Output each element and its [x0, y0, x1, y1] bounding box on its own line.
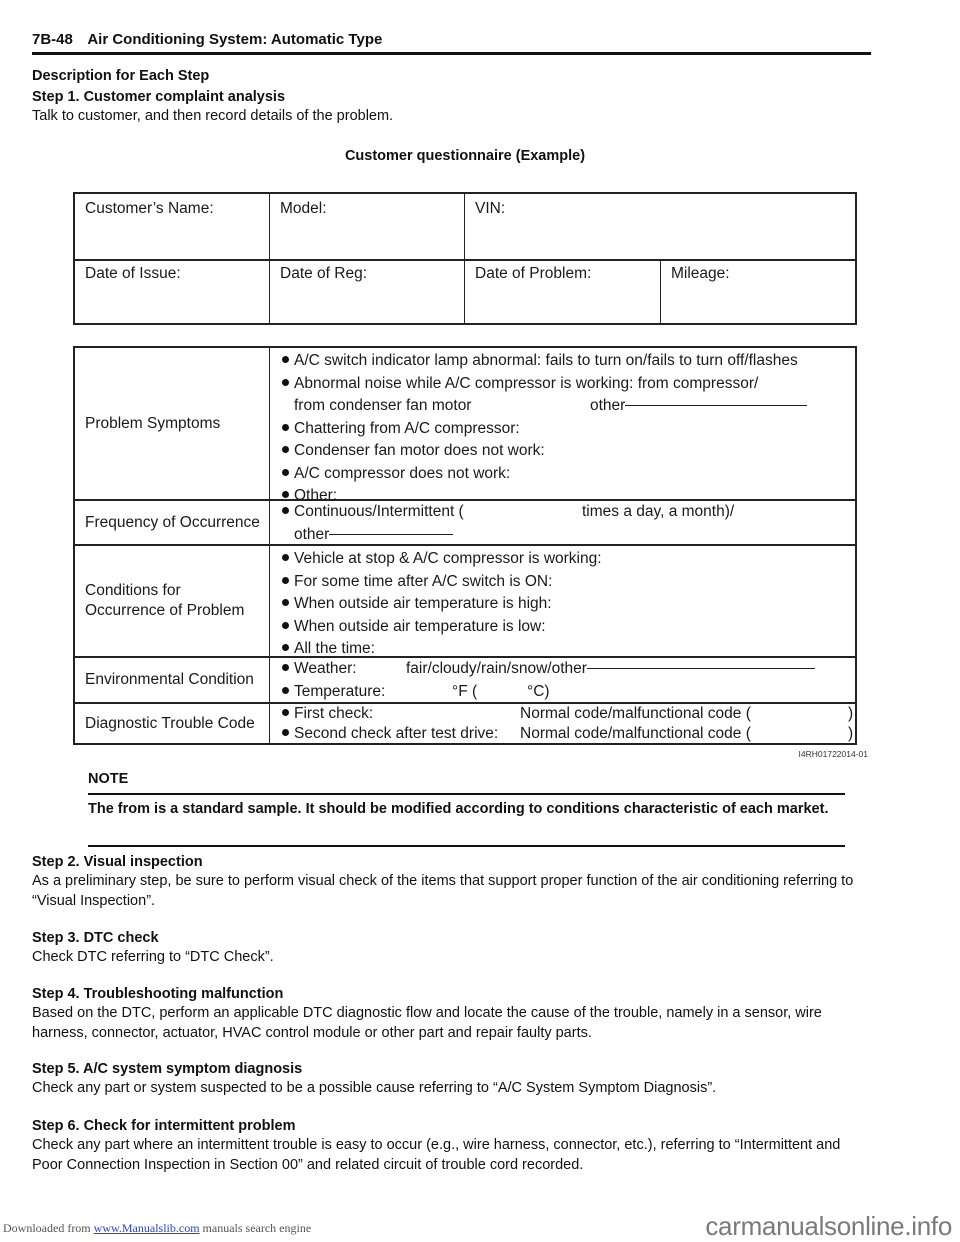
step1-text: Talk to customer, and then record details of the problem. [32, 108, 394, 124]
page-header [32, 30, 871, 55]
note-title: NOTE [88, 771, 129, 787]
customer-info-row-2 [75, 259, 855, 324]
bullet-icon [282, 507, 289, 514]
bullet-icon [282, 379, 289, 386]
bullet-icon [282, 424, 289, 431]
frequency-row [75, 501, 855, 546]
environment-row [75, 658, 855, 704]
list-item [282, 418, 855, 441]
model-label: Model: [280, 200, 327, 217]
symptom-text: Chattering from A/C compressor: [294, 419, 520, 437]
description-heading: Description for Each Step [32, 68, 210, 84]
model-cell [270, 194, 465, 259]
bullet-icon [282, 729, 289, 736]
list-item [282, 440, 855, 463]
dtc-row [75, 704, 855, 743]
page-number: 7B-48 [32, 31, 73, 48]
step5-heading: Step 5. A/C system symptom diagnosis [32, 1061, 303, 1077]
condition-text: Vehicle at stop & A/C compressor is working: [294, 550, 602, 567]
bullet-icon [282, 687, 289, 694]
list-item [282, 658, 855, 681]
step4-text: Based on the DTC, perform an applicable DTC diagnostic flow and locate the cause of the trouble, namely in a sensor, wire harness, connector, actuator, HVAC control module or other part and repair faulty parts. [32, 1005, 822, 1041]
problem-symptoms-label: Problem Symptoms [75, 348, 270, 499]
symptom-text: Condenser fan motor does not work: [294, 442, 545, 459]
symptom-text: A/C compressor does not work: [294, 464, 511, 482]
weather-options: fair/cloudy/rain/snow/other [406, 660, 587, 677]
date-of-issue-cell [75, 259, 270, 324]
frequency-other-label: other [294, 525, 330, 543]
customer-info-row-1 [75, 194, 855, 261]
problem-symptoms-row [75, 348, 855, 504]
date-of-issue-label: Date of Issue: [85, 264, 181, 282]
step6-text: Check any part where an intermittent trouble is easy to occur (e.g., wire harness, connector, etc.), referring to “Intermittent and Poor Connection Inspection in Section 00” and related circuit of trouble cord recorded. [32, 1137, 841, 1173]
symptom-text: from condenser fan motor [294, 397, 472, 414]
figure-id: I4RH01722014-01 [798, 749, 868, 759]
condition-text: For some time after A/C switch is ON: [294, 572, 553, 590]
conditions-label-line1: Conditions for [85, 582, 181, 599]
date-of-problem-label: Date of Problem: [475, 264, 592, 282]
frequency-label: Frequency of Occurrence [75, 501, 270, 544]
list-item [282, 501, 855, 524]
list-item [282, 524, 855, 547]
list-item [282, 373, 855, 396]
list-item [282, 616, 855, 639]
bullet-icon [282, 491, 289, 498]
date-of-problem-cell [465, 259, 661, 324]
environment-label: Environmental Condition [75, 658, 270, 702]
weather-field [406, 658, 815, 681]
mileage-cell [661, 259, 855, 324]
section-title: Air Conditioning System: Automatic Type [87, 31, 383, 48]
second-check-code: Normal code/malfunctional code ( [520, 725, 751, 742]
step3-text: Check DTC referring to “DTC Check”. [32, 949, 274, 965]
step1-heading: Step 1. Customer complaint analysis [32, 89, 286, 105]
conditions-label [75, 546, 270, 656]
frequency-times-text: times a day, a month)/ [582, 503, 735, 520]
second-check-label: Second check after test drive: [294, 725, 499, 742]
temperature-c: °C) [527, 682, 550, 700]
frequency-text: Continuous/Intermittent ( [294, 503, 464, 520]
symptom-text: Abnormal noise while A/C compressor is working: from compressor/ [294, 374, 759, 392]
conditions-label-line2: Occurrence of Problem [85, 602, 245, 619]
second-check-close: ) [848, 725, 854, 742]
environment-content [270, 658, 855, 702]
other-field [590, 395, 807, 418]
list-item [282, 704, 855, 724]
customer-name-label: Customer’s Name: [85, 200, 214, 217]
frequency-other-blank [329, 534, 453, 535]
note-bottom-rule [88, 845, 845, 847]
weather-label: Weather: [294, 660, 357, 677]
first-check-label: First check: [294, 705, 374, 722]
weather-blank [587, 668, 815, 669]
symptom-text: Other: [294, 487, 338, 504]
frequency-content [270, 501, 855, 544]
note-body: The from is a standard sample. It should be modified according to conditions characteristic of each market. [88, 801, 829, 817]
bullet-icon [282, 446, 289, 453]
conditions-row [75, 546, 855, 658]
list-item [282, 593, 855, 616]
dtc-content [270, 704, 855, 743]
customer-info-table [73, 192, 857, 325]
condition-text: When outside air temperature is low: [294, 617, 546, 635]
list-item [282, 548, 855, 571]
bullet-icon [282, 356, 289, 363]
step3-heading: Step 3. DTC check [32, 930, 159, 946]
step2-text: As a preliminary step, be sure to perform visual check of the items that support proper function of the air conditioning referring to “Visual Inspection”. [32, 873, 854, 909]
mileage-label: Mileage: [671, 264, 730, 282]
date-of-reg-label: Date of Reg: [280, 264, 368, 282]
manualslib-link[interactable]: www.Manualslib.com [93, 1221, 200, 1235]
dtc-label: Diagnostic Trouble Code [75, 704, 270, 743]
bullet-icon [282, 554, 289, 561]
bullet-icon [282, 622, 289, 629]
step5-text: Check any part or system suspected to be a possible cause referring to “A/C System Symptom Diagnosis”. [32, 1080, 717, 1096]
first-check-close: ) [848, 705, 854, 722]
list-item [282, 463, 855, 486]
temperature-label: Temperature: [294, 682, 386, 700]
date-of-reg-cell [270, 259, 465, 324]
list-item [282, 571, 855, 594]
list-item [282, 395, 855, 418]
symptom-table [73, 346, 857, 745]
bullet-icon [282, 599, 289, 606]
bullet-icon [282, 664, 289, 671]
footer-prefix: Downloaded from [3, 1221, 91, 1235]
watermark-logo: carmanualsonline.info [705, 1211, 952, 1241]
bullet-icon [282, 709, 289, 716]
step2-heading: Step 2. Visual inspection [32, 854, 203, 870]
condition-text: When outside air temperature is high: [294, 595, 552, 612]
note-top-rule [88, 793, 845, 795]
figure-caption: Customer questionnaire (Example) [344, 148, 586, 164]
condition-text: All the time: [294, 640, 375, 657]
list-item [282, 350, 855, 373]
step4-heading: Step 4. Troubleshooting malfunction [32, 986, 284, 1002]
symptom-text: A/C switch indicator lamp abnormal: fails to turn on/fails to turn off/flashes [294, 352, 798, 369]
step6-heading: Step 6. Check for intermittent problem [32, 1118, 296, 1134]
conditions-list [270, 546, 855, 656]
footer-download-notice [3, 1221, 311, 1236]
customer-name-cell [75, 194, 270, 259]
other-blank [625, 405, 807, 406]
list-item [282, 724, 855, 744]
other-label: other [590, 397, 626, 414]
bullet-icon [282, 469, 289, 476]
bullet-icon [282, 644, 289, 651]
first-check-code: Normal code/malfunctional code ( [520, 705, 751, 722]
problem-symptoms-list [270, 348, 855, 504]
vin-cell [465, 194, 855, 259]
vin-label: VIN: [475, 200, 506, 217]
bullet-icon [282, 577, 289, 584]
footer-suffix: manuals search engine [202, 1221, 312, 1235]
list-item [282, 681, 855, 704]
temperature-f: °F ( [452, 682, 478, 700]
